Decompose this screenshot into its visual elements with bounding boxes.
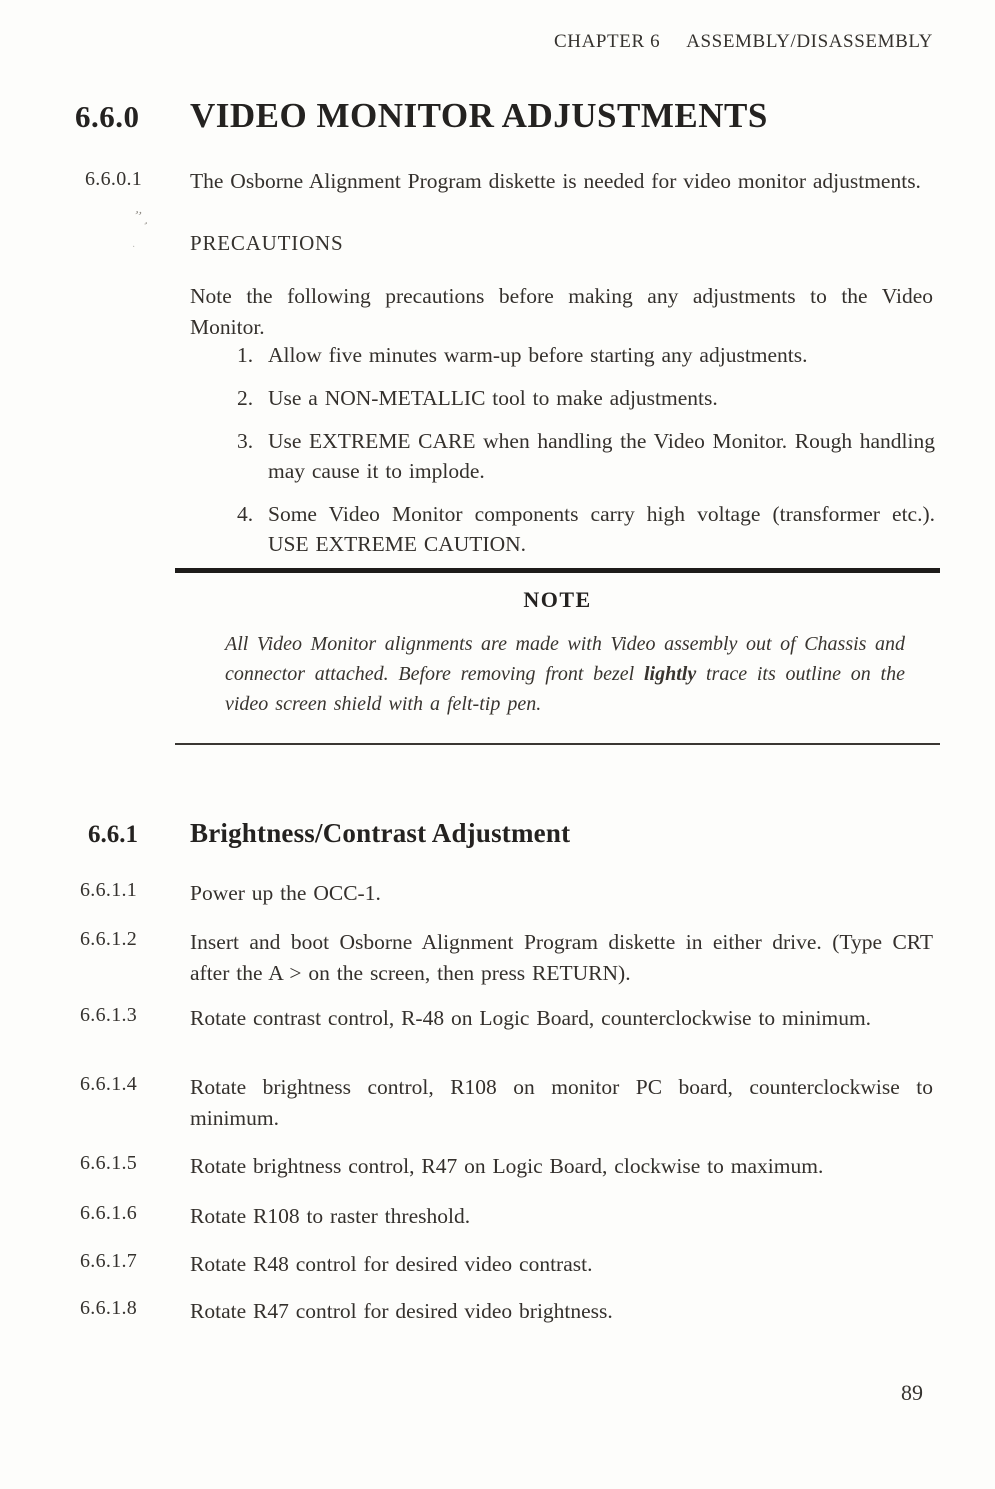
step-number: 6.6.1.6 xyxy=(80,1202,138,1224)
step-6616 xyxy=(0,1201,995,1232)
scan-artifact-mark: · xyxy=(132,242,136,253)
step-number: 6.6.1.4 xyxy=(80,1073,138,1095)
note-body-emphasis: lightly xyxy=(644,663,697,685)
section-660-number: 6.6.0 xyxy=(75,99,140,134)
step-text: Rotate contrast control, R-48 on Logic Board, counterclockwise to minimum. xyxy=(190,1006,872,1030)
step-6612 xyxy=(0,927,995,989)
section-661-title: Brightness/Contrast Adjustment xyxy=(190,818,571,848)
scan-artifact-mark: ’’ xyxy=(132,207,144,224)
step-text: Power up the OCC-1. xyxy=(190,881,381,905)
step-number: 6.6.1.3 xyxy=(80,1004,138,1026)
step-6611 xyxy=(0,878,995,909)
note-body-text: trace its outline on the video screen shield with a felt-tip pen. xyxy=(225,663,905,715)
step-text: Rotate R47 control for desired video brightness. xyxy=(190,1299,613,1323)
note-body-text: All Video Monitor alignments are made with Video assembly out of Chassis and connector attached. Before removing front bezel xyxy=(225,633,905,685)
running-head-title: ASSEMBLY/DISASSEMBLY xyxy=(686,31,933,52)
step-6613 xyxy=(0,1003,995,1034)
note-title: NOTE xyxy=(523,587,592,612)
list-item-number: 4. xyxy=(237,502,254,526)
precautions-intro: Note the following precautions before making any adjustments to the Video Monitor. xyxy=(190,284,933,339)
list-item xyxy=(237,383,935,413)
list-item xyxy=(237,426,935,486)
running-head xyxy=(0,31,933,53)
section-661-heading xyxy=(88,818,955,849)
step-6618 xyxy=(0,1296,995,1327)
step-text: Insert and boot Osborne Alignment Program diskette in either drive. (Type CRT after the A > on the screen, then press RETURN). xyxy=(190,930,933,985)
list-item-text: Use a NON-METALLIC tool to make adjustments. xyxy=(268,386,718,410)
note-bottom-rule xyxy=(175,743,940,745)
section-661-number: 6.6.1 xyxy=(88,821,138,848)
list-item-text: Allow five minutes warm-up before starting any adjustments. xyxy=(268,343,808,367)
step-6617 xyxy=(0,1249,995,1280)
section-660-title: VIDEO MONITOR ADJUSTMENTS xyxy=(190,96,768,135)
scan-artifact-pen-mark xyxy=(130,208,164,256)
note-box xyxy=(175,568,940,745)
list-item-number: 1. xyxy=(237,343,254,367)
note-top-rule xyxy=(175,568,940,573)
step-text: Rotate brightness control, R47 on Logic Board, clockwise to maximum. xyxy=(190,1154,824,1178)
running-head-chapter: CHAPTER 6 xyxy=(553,31,661,52)
step-number: 6.6.1.7 xyxy=(80,1250,138,1272)
step-number: 6.6.1.5 xyxy=(80,1152,138,1174)
list-item-number: 2. xyxy=(237,386,254,410)
section-660-heading xyxy=(75,96,955,136)
page-number: 89 xyxy=(901,1380,923,1405)
precautions-list xyxy=(237,340,935,572)
step-number: 6.6.1.2 xyxy=(80,928,138,950)
list-item xyxy=(237,499,935,559)
paragraph-6601-text: The Osborne Alignment Program diskette is needed for video monitor adjustments. xyxy=(190,169,921,193)
list-item xyxy=(237,340,935,370)
step-6615 xyxy=(0,1151,995,1182)
paragraph-6601-number: 6.6.0.1 xyxy=(85,168,143,190)
note-body xyxy=(225,629,905,719)
step-number: 6.6.1.8 xyxy=(80,1297,138,1319)
step-text: Rotate R108 to raster threshold. xyxy=(190,1204,471,1228)
list-item-text: Some Video Monitor components carry high voltage (transformer etc.). USE EXTREME CAUTION. xyxy=(268,502,935,556)
step-number: 6.6.1.1 xyxy=(80,879,138,901)
step-6614 xyxy=(0,1072,995,1134)
step-text: Rotate R48 control for desired video contrast. xyxy=(190,1252,593,1276)
precautions-heading: PRECAUTIONS xyxy=(190,231,344,255)
list-item-number: 3. xyxy=(237,429,254,453)
paragraph-6601 xyxy=(0,166,995,197)
step-text: Rotate brightness control, R108 on monitor PC board, counterclockwise to minimum. xyxy=(190,1075,933,1130)
list-item-text: Use EXTREME CARE when handling the Video Monitor. Rough handling may cause it to implode. xyxy=(268,429,935,483)
scan-artifact-mark: ‚ xyxy=(142,215,154,227)
